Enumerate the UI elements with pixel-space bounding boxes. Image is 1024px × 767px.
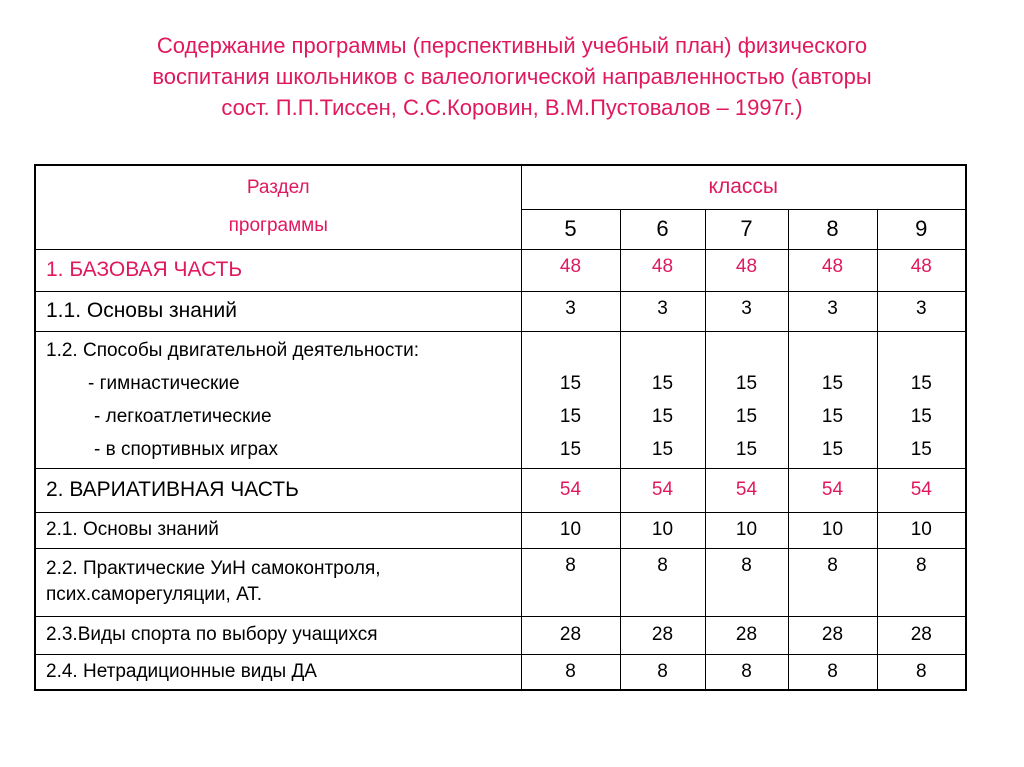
cell-value: 54 [877,468,966,512]
cell-value: 8 [788,548,877,616]
cell-value: 8 [620,548,705,616]
cell-value: 15 [559,405,582,427]
sub-item: - гимнастические [88,372,240,394]
cell-value: 10 [788,512,877,548]
row-label: 2.1. Основы знаний [35,512,521,548]
cell-value: 15 [821,405,844,427]
row-label: 2.2. Практические УиН самоконтроля, [46,558,381,579]
cell-value: 8 [521,548,620,616]
row-label: 1.1. Основы знаний [35,291,521,331]
cell-value: 15 [651,438,674,460]
cell-value: 15 [910,438,932,460]
cell-value: 15 [651,405,674,427]
cell-value: 54 [788,468,877,512]
cell-value: 8 [877,654,966,690]
cell-value: 3 [877,291,966,331]
cell-value: 28 [705,616,788,654]
cell-value: 48 [705,249,788,291]
cell-value: 10 [620,512,705,548]
section-header-line-1: Раздел [246,177,310,199]
cell-value: 48 [877,249,966,291]
table-row-variable [35,468,966,512]
table-row-nontraditional [35,654,966,690]
row-label: псих.саморегуляции, АТ. [46,584,263,605]
classes-header: классы [521,165,966,209]
cell-value: 48 [620,249,705,291]
cell-value: 54 [620,468,705,512]
header-row [35,165,966,209]
cell-value: 8 [521,654,620,690]
cell-value: 3 [620,291,705,331]
cell-value: 8 [620,654,705,690]
title-line-3: сост. П.П.Тиссен, С.С.Коровин, В.М.Пустовалов – 1997г.) [221,95,803,120]
cell-value: 3 [521,291,620,331]
page-title [60,30,964,123]
sub-item: - в спортивных играх [94,438,278,460]
cell-value: 8 [788,654,877,690]
section-header-line-2: программы [228,215,328,237]
section-header [35,165,521,249]
cell-value: 10 [521,512,620,548]
table-row-var-knowledge [35,512,966,548]
cell-value: 28 [788,616,877,654]
cell-value: 8 [705,548,788,616]
grade-5: 5 [521,209,620,249]
cell-value: 3 [788,291,877,331]
cell-value: 15 [821,372,844,394]
title-line-2: воспитания школьников с валеологической направленностью (авторы [152,64,872,89]
cell-value: 54 [705,468,788,512]
grade-8: 8 [788,209,877,249]
title-line-1: Содержание программы (перспективный учебный план) физического [156,33,868,58]
cell-value: 15 [735,438,758,460]
cell-stack [521,331,620,468]
grade-7: 7 [705,209,788,249]
row-label-block [35,548,521,616]
cell-value: 15 [821,438,844,460]
cell-value: 8 [705,654,788,690]
grade-9: 9 [877,209,966,249]
cell-value: 15 [735,372,758,394]
cell-value: 15 [735,405,758,427]
row-label: 1. БАЗОВАЯ ЧАСТЬ [35,249,521,291]
table-row-practical [35,548,966,616]
row-label: 2. ВАРИАТИВНАЯ ЧАСТЬ [35,468,521,512]
table-row-base-knowledge [35,291,966,331]
grade-6: 6 [620,209,705,249]
cell-stack [877,331,966,468]
cell-value: 28 [521,616,620,654]
cell-stack [788,331,877,468]
cell-value: 15 [559,438,582,460]
cell-value: 28 [877,616,966,654]
row-label: 2.3.Виды спорта по выбору учащихся [35,616,521,654]
cell-value: 15 [559,372,582,394]
cell-value: 15 [651,372,674,394]
table-row-sports [35,616,966,654]
table-row-base [35,249,966,291]
cell-value: 48 [788,249,877,291]
cell-stack [705,331,788,468]
cell-value: 10 [705,512,788,548]
sub-item: - легкоатлетические [94,405,272,427]
row-label-block [35,331,521,468]
cell-value: 8 [877,548,966,616]
curriculum-table [34,164,967,691]
cell-stack [620,331,705,468]
cell-value: 15 [910,405,932,427]
cell-value: 28 [620,616,705,654]
row-label: 2.4. Нетрадиционные виды ДА [35,654,521,690]
cell-value: 3 [705,291,788,331]
cell-value: 48 [521,249,620,291]
cell-value: 54 [521,468,620,512]
cell-value: 10 [877,512,966,548]
row-label: 1.2. Способы двигательной деятельности: [46,339,419,361]
cell-value: 15 [910,372,932,394]
table-row-motor [35,331,966,468]
